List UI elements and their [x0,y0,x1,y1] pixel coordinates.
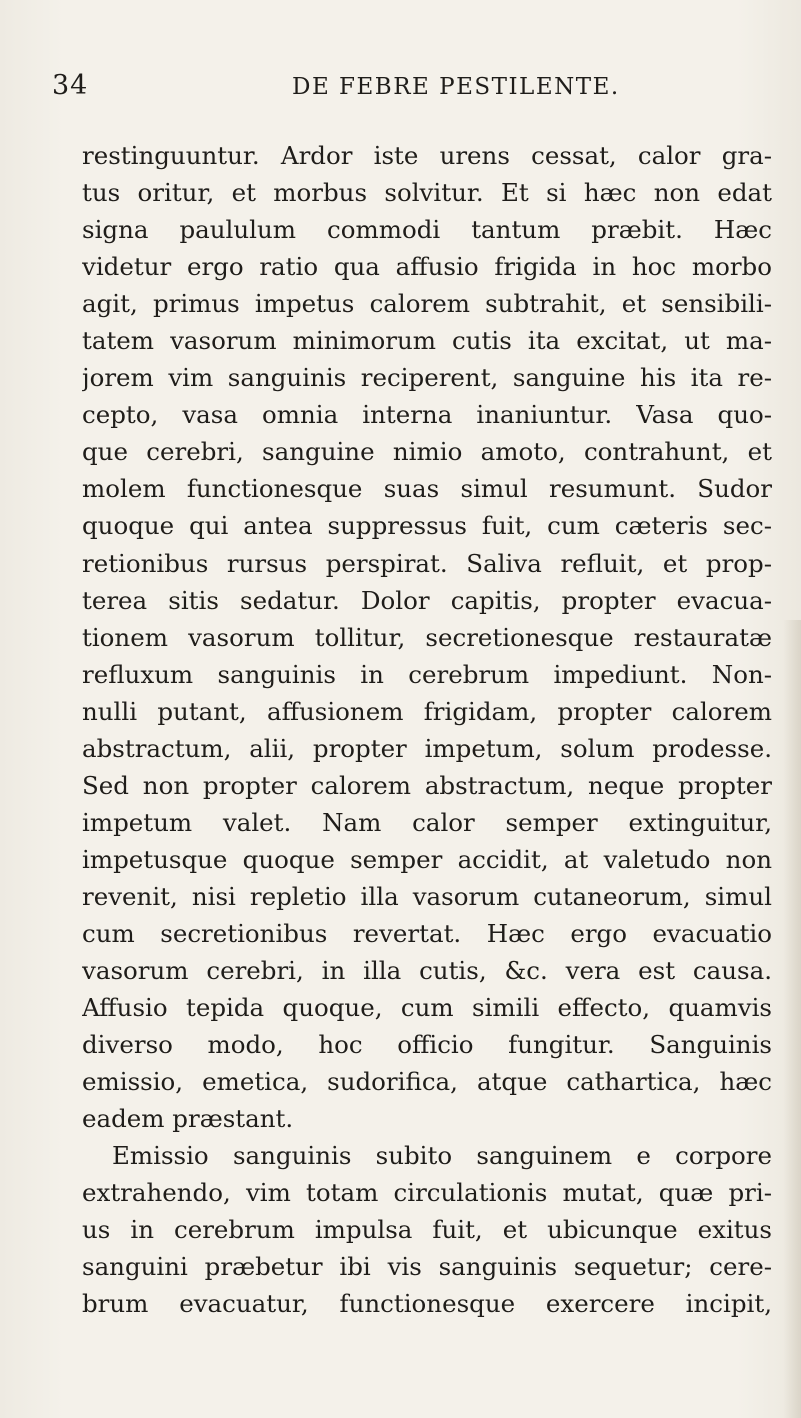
text-line: cum secretionibus revertat. Hæc ergo evacuatio [82,918,772,948]
text-line: vasorum cerebri, in illa cutis, &c. vera est causa. [82,956,772,986]
text-line: us in cerebrum impulsa fuit, et ubicunque exitus [82,1215,772,1245]
text-line: tionem vasorum tollitur, secretionesque restauratæ [82,622,772,652]
running-head: DE FEBRE PESTILENTE. [292,74,620,100]
text-line: terea sitis sedatur. Dolor capitis, propter evacua- [82,585,772,615]
text-line: abstractum, alii, propter impetum, solum prodesse. [82,733,772,763]
text-line: jorem vim sanguinis reciperent, sanguine his ita re- [82,363,772,393]
text-line: diverso modo, hoc officio fungitur. Sanguinis [82,1030,772,1060]
text-line: cepto, vasa omnia interna inaniuntur. Vasa quo- [82,400,772,430]
text-line: signa paululum commodi tantum præbit. Hæc [82,215,772,245]
text-line: tatem vasorum minimorum cutis ita excitat, ut ma- [82,326,772,356]
text-line: que cerebri, sanguine nimio amoto, contrahunt, et [82,437,772,467]
page-header [52,70,752,110]
text-line: brum evacuatur, functionesque exercere incipit, [82,1289,772,1319]
text-line: videtur ergo ratio qua affusio frigida in hoc morbo [82,252,772,282]
text-line: impetum valet. Nam calor semper extinguitur, [82,807,772,837]
text-line: tus oritur, et morbus solvitur. Et si hæc non edat [82,178,772,208]
text-line: quoque qui antea suppressus fuit, cum cæteris sec- [82,511,772,541]
body-text [82,137,772,1323]
text-line: nulli putant, affusionem frigidam, propter calorem [82,696,772,726]
text-line: agit, primus impetus calorem subtrahit, et sensibili- [82,289,772,319]
text-line: Affusio tepida quoque, cum simili effecto, quamvis [82,993,772,1023]
text-line-paragraph-end: eadem præstant. [82,1104,294,1134]
text-line: impetusque quoque semper accidit, at valetudo non [82,844,772,874]
text-line: sanguini præbetur ibi vis sanguinis sequetur; cere- [82,1252,772,1282]
text-line: refluxum sanguinis in cerebrum impediunt. Non- [82,659,772,689]
page-number: 34 [52,70,89,101]
text-line-paragraph-start: Emissio sanguinis subito sanguinem e corpore [112,1141,772,1171]
page-edge-shadow [783,620,801,1418]
text-line: restinguuntur. Ardor iste urens cessat, calor gra- [82,141,772,170]
text-line: revenit, nisi repletio illa vasorum cutaneorum, simul [82,881,772,911]
text-line: extrahendo, vim totam circulationis mutat, quæ pri- [82,1178,772,1208]
text-line: molem functionesque suas simul resumunt. Sudor [82,474,772,504]
text-line: retionibus rursus perspirat. Saliva refluit, et prop- [82,548,772,578]
text-line: Sed non propter calorem abstractum, neque propter [82,770,772,800]
text-line: emissio, emetica, sudorifica, atque cathartica, hæc [82,1067,772,1097]
